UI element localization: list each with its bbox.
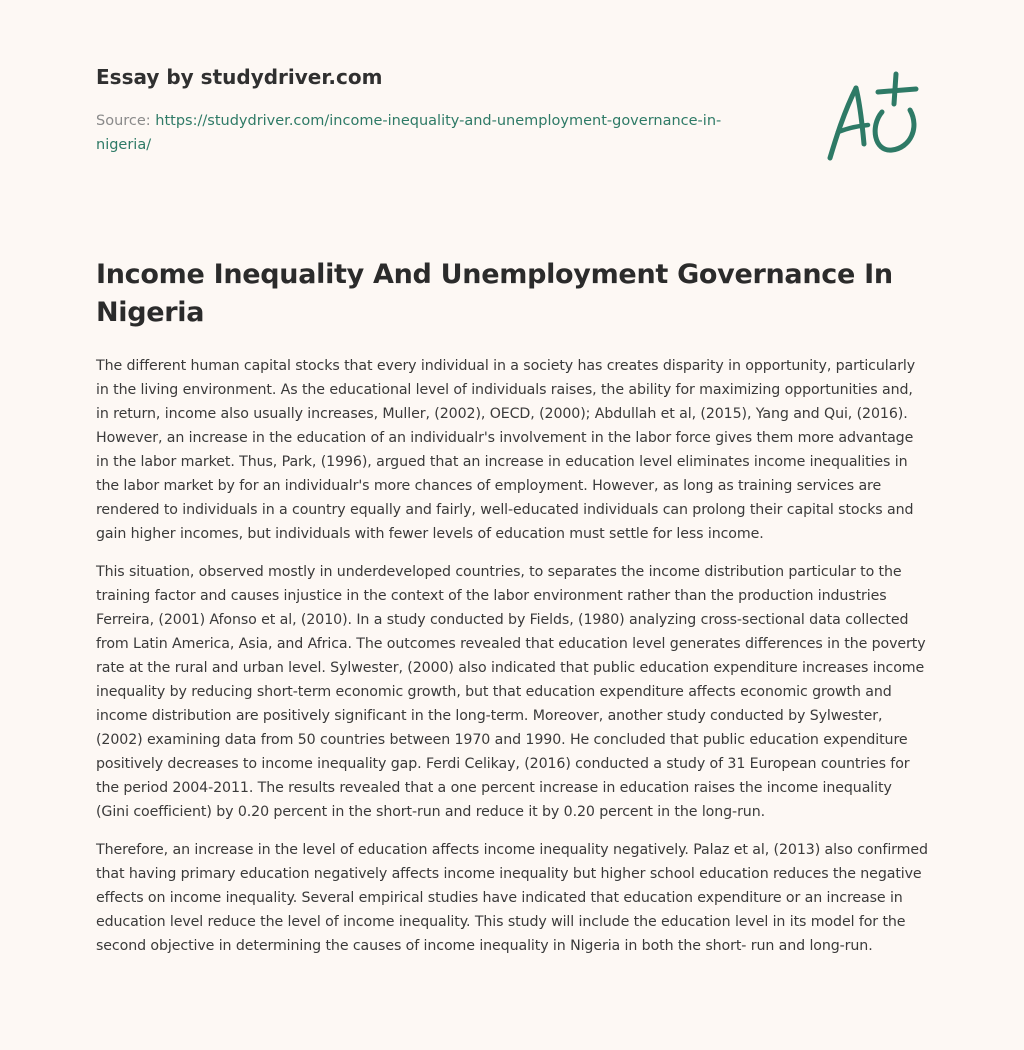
article-title: Income Inequality And Unemployment Governance In Nigeria <box>96 259 893 328</box>
paragraph: Therefore, an increase in the level of education affects income inequality negatively. Palaz et al, (2013) also confirmed that having primary education negatively affects income inequality but higher school education reduces the negative effects on income inequality. Several empirical studies have indicated that education expenditure or an increase in education level reduce the level of income inequality. This study will include the education level in its model for the second objective in determining the causes of income inequality in Nigeria in both the short- run and long-run. <box>96 842 928 954</box>
source-label: Source: <box>96 113 151 129</box>
site-title: Essay by studydriver.com <box>96 65 383 89</box>
paragraph: This situation, observed mostly in underdeveloped countries, to separates the income distribution particular to the training factor and causes injustice in the context of the labor environment rather than the production industries Ferreira, (2001) Afonso et al, (2010). In a study conducted by Fields, (1980) analyzing cross-sectional data collected from Latin America, Asia, and Africa. The outcomes revealed that education level generates differences in the poverty rate at the rural and urban level. Sylwester, (2000) also indicated that public education expenditure increases income inequality by reducing short-term economic growth, but that education expenditure affects economic growth and income distribution are positively significant in the long-term. Moreover, another study conducted by Sylwester, (2002) examining data from 50 countries between 1970 and 1990. He concluded that public education expenditure positively decreases to income inequality gap. Ferdi Celikay, (2016) conducted a study of 31 European countries for the period 2004-2011. The results revealed that a one percent increase in education raises the income inequality (Gini coefficient) by 0.20 percent in the short-run and reduce it by 0.20 percent in the long-run. <box>96 564 926 820</box>
source-line <box>96 109 776 157</box>
a-plus-logo-icon <box>822 70 926 164</box>
page-header <box>96 62 776 157</box>
article-body <box>96 354 928 972</box>
source-link[interactable]: https://studydriver.com/income-inequality-and-unemployment-governance-in-nigeria/ <box>96 113 722 153</box>
paragraph: The different human capital stocks that every individual in a society has creates disparity in opportunity, particularly in the living environment. As the educational level of individuals raises, the ability for maximizing opportunities and, in return, income also usually increases, Muller, (2002), OECD, (2000); Abdullah et al, (2015), Yang and Qui, (2016). However, an increase in the education of an individualr's involvement in the labor force gives them more advantage in the labor market. Thus, Park, (1996), argued that an increase in education level eliminates income inequalities in the labor market by for an individualr's more chances of employment. However, as long as training services are rendered to individuals in a country equally and fairly, well-educated individuals can prolong their capital stocks and gain higher incomes, but individuals with fewer levels of education must settle for less income. <box>96 358 916 542</box>
